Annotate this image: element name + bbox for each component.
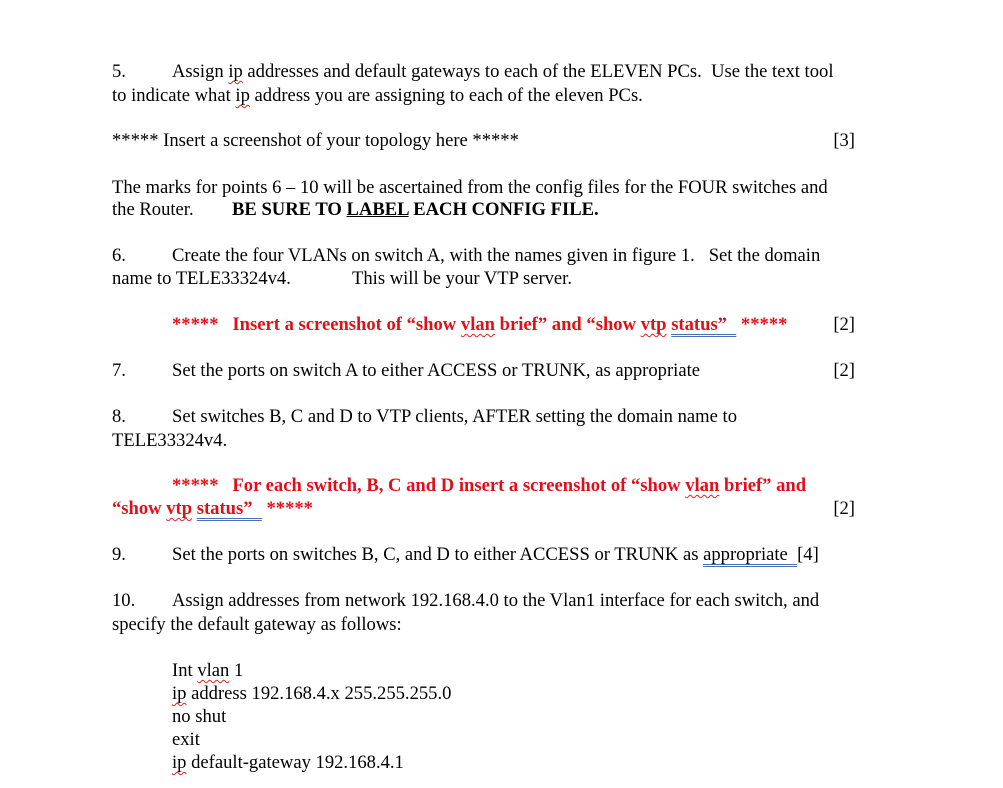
item-text: addresses and default gateways to each of the ELEVEN PCs. Use the text tool xyxy=(242,61,834,82)
spellcheck-word: ip xyxy=(172,752,187,773)
item-8-line-1 xyxy=(0,406,1003,429)
item-8-line-2: TELE33324v4. xyxy=(112,430,228,451)
item-9 xyxy=(0,544,1003,567)
item-number: 5. xyxy=(112,61,126,82)
item-6-line-2 xyxy=(0,268,1003,291)
code-line-1: Int vlan 1 xyxy=(172,660,244,681)
topology-text: ***** Insert a screenshot of your topology here ***** xyxy=(112,130,519,151)
item-number: 10. xyxy=(112,590,136,611)
item-text: Set the ports on switch A to either ACCESS or TRUNK, as appropriate xyxy=(172,360,700,381)
label-warning: BE SURE TO LABEL EACH CONFIG FILE. xyxy=(232,199,599,220)
spellcheck-word: vlan xyxy=(197,660,230,681)
grammar-flag: status” xyxy=(196,498,262,519)
marks-value: [2] xyxy=(833,314,855,335)
item-number: 7. xyxy=(112,360,126,381)
item-6-line-1 xyxy=(0,245,1003,268)
item-text: Assign xyxy=(172,61,229,82)
item-number: 8. xyxy=(112,406,126,427)
spellcheck-word: ip xyxy=(228,61,243,82)
topology-instruction xyxy=(0,130,1003,153)
item-number: 6. xyxy=(112,245,126,266)
code-line-4: exit xyxy=(172,729,200,750)
item-text: to indicate what xyxy=(112,85,236,106)
grammar-flag: appropriate xyxy=(703,544,798,565)
item-text: Create the four VLANs on switch A, with the names given in figure 1. Set the domain xyxy=(172,245,821,266)
label-word: LABEL xyxy=(346,199,409,220)
item-8-screenshot-instruction-2: “show vtp status” ***** [2] xyxy=(112,498,855,519)
item-6-screenshot-instruction: ***** Insert a screenshot of “show vlan brief” and “show vtp status” ***** [2] xyxy=(172,314,855,335)
spellcheck-word: ip xyxy=(235,85,250,106)
item-7 xyxy=(0,360,1003,383)
marks-note-text: the Router. xyxy=(112,199,194,220)
item-text: address you are assigning to each of the eleven PCs. xyxy=(249,85,643,106)
marks-note-line-2 xyxy=(0,199,1003,222)
code-line-3: no shut xyxy=(172,706,227,727)
spellcheck-word: vtp xyxy=(640,314,667,335)
spellcheck-word: vtp xyxy=(166,498,193,519)
grammar-flag: status” xyxy=(671,314,737,335)
marks-note-line-1: The marks for points 6 – 10 will be ascertained from the config files for the FOUR switches and xyxy=(112,177,828,198)
item-text: name to TELE33324v4. xyxy=(112,268,291,289)
spellcheck-word: vlan xyxy=(685,475,720,496)
code-line-2: ip address 192.168.4.x 255.255.255.0 xyxy=(172,683,452,704)
item-5-line-1 xyxy=(0,61,1003,84)
marks-value: [2] xyxy=(833,498,855,519)
marks-value: [2] xyxy=(833,360,855,381)
item-text: Assign addresses from network 192.168.4.0 to the Vlan1 interface for each switch, and xyxy=(172,590,820,611)
item-8-screenshot-instruction-1: ***** For each switch, B, C and D insert a screenshot of “show vlan brief” and xyxy=(172,475,807,496)
item-text: This will be your VTP server. xyxy=(352,268,573,289)
item-10-line-2: specify the default gateway as follows: xyxy=(112,614,402,635)
item-10-line-1 xyxy=(0,590,1003,613)
marks-value: [4] xyxy=(797,544,819,565)
spellcheck-word: vlan xyxy=(460,314,495,335)
item-5-line-2 xyxy=(112,84,643,107)
item-text: Set switches B, C and D to VTP clients, AFTER setting the domain name to xyxy=(172,406,738,427)
code-line-5: ip default-gateway 192.168.4.1 xyxy=(172,752,404,773)
item-text: Set the ports on switches B, C, and D to either ACCESS or TRUNK as xyxy=(172,544,704,565)
spellcheck-word: ip xyxy=(172,683,187,704)
item-number: 9. xyxy=(112,544,126,565)
marks-value: [3] xyxy=(833,130,855,151)
